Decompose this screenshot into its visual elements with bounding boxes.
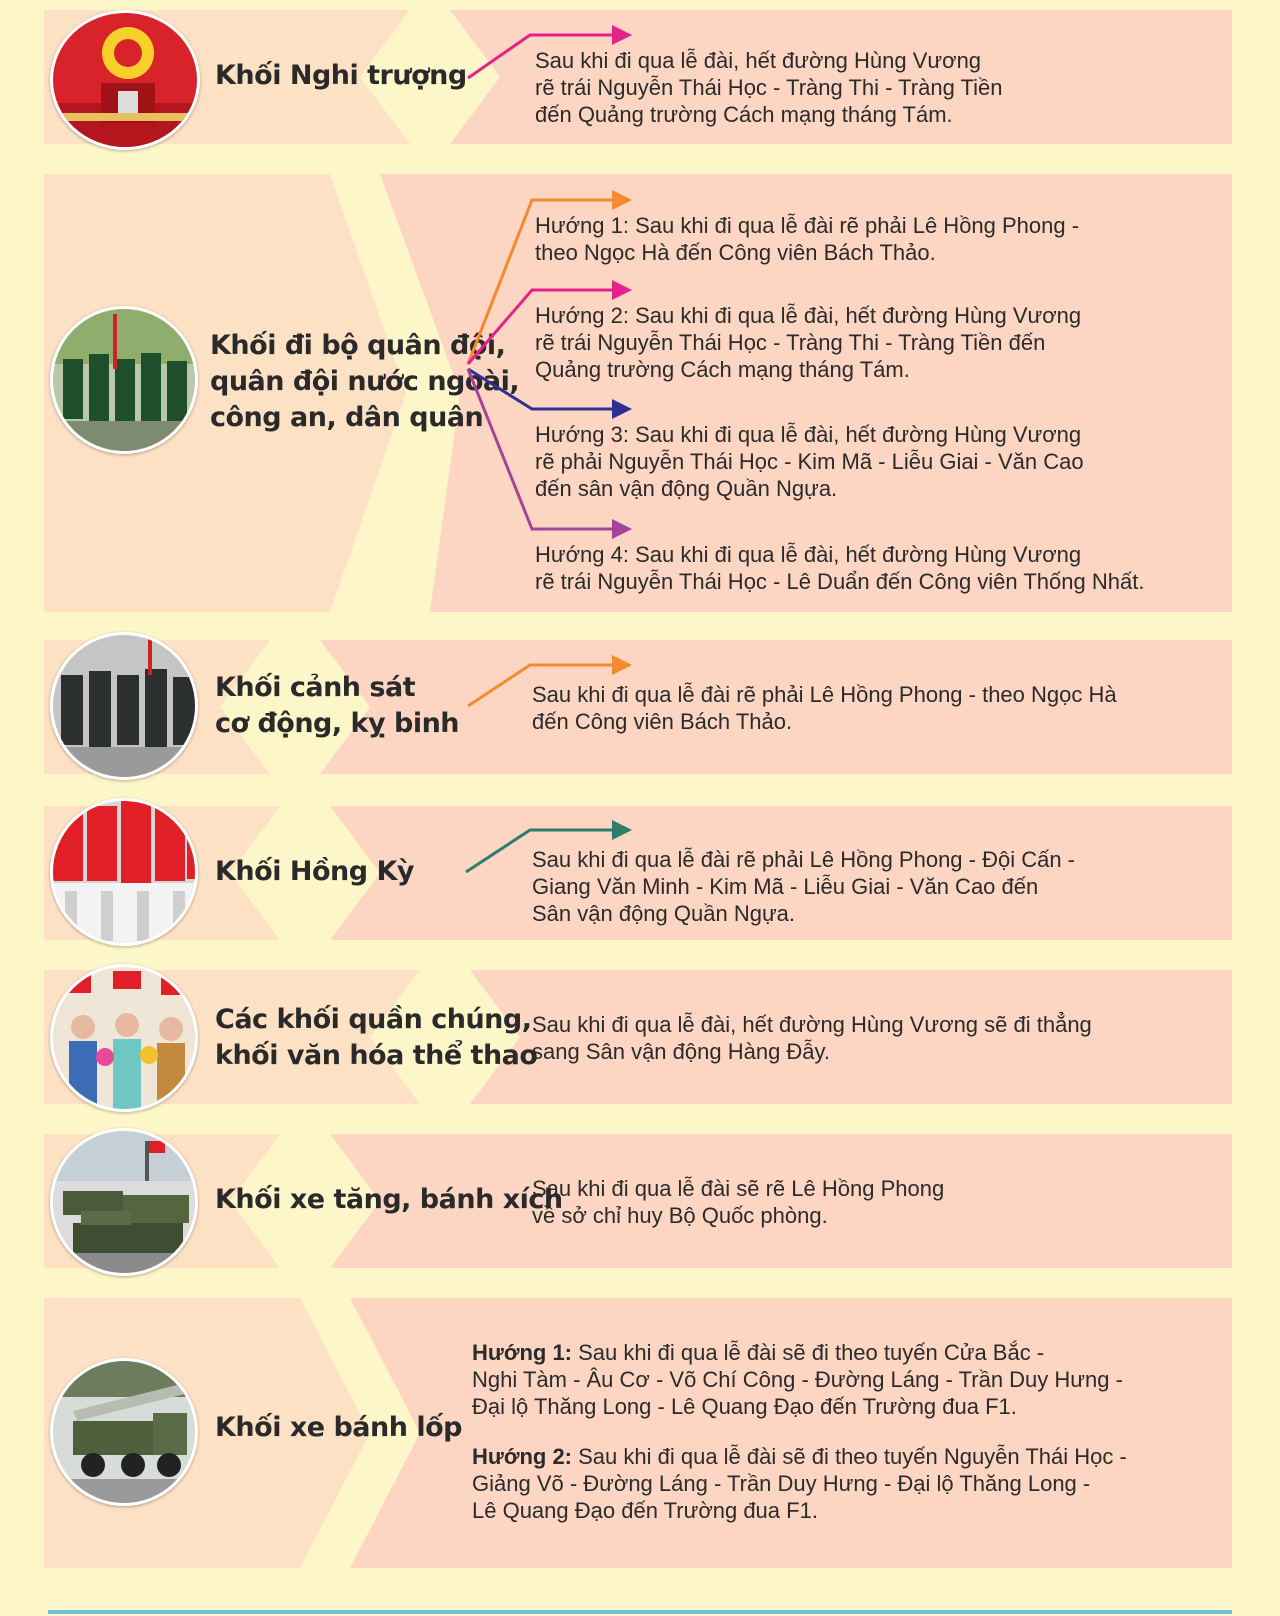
unit-name: Khối đi bộ quân đội, quân đội nước ngoài, công an, dân quân: [210, 330, 520, 433]
route-label: Hướng 1:: [472, 1340, 573, 1365]
row-nghi-truong: [0, 10, 1280, 144]
unit-name: Khối Hồng Kỳ: [215, 856, 414, 887]
row-xe-tang: [0, 1134, 1280, 1268]
row-quan-chung: [0, 970, 1280, 1104]
bottom-divider: [48, 1610, 1232, 1614]
row-canh-sat: [0, 640, 1280, 774]
route-description: Sau khi đi qua lễ đài, hết đường Hùng Vương sẽ đi thẳng sang Sân vận động Hàng Đẫy.: [532, 1012, 1092, 1064]
route-3: Hướng 3: Sau khi đi qua lễ đài, hết đường Hùng Vương rẽ phải Nguyễn Thái Học - Kim Mã - Liễu Giai - Văn Cao đến sân vận động Quần Ngựa.: [535, 422, 1084, 501]
route-description: Sau khi đi qua lễ đài, hết đường Hùng Vương rẽ trái Nguyễn Thái Học - Tràng Thi - Tràng Tiền đến Quảng trường Cách mạng tháng Tám.: [535, 48, 1003, 127]
route-description: Sau khi đi qua lễ đài sẽ rẽ Lê Hồng Phong về sở chỉ huy Bộ Quốc phòng.: [532, 1176, 945, 1228]
row-xe-banh-lop: [0, 1298, 1280, 1568]
unit-name: Khối xe tăng, bánh xích: [215, 1184, 563, 1215]
unit-name: Khối Nghi trượng: [215, 60, 467, 91]
route-1: Hướng 1: Sau khi đi qua lễ đài rẽ phải Lê Hồng Phong - theo Ngọc Hà đến Công viên Bách Thảo.: [535, 213, 1080, 265]
route-2: Hướng 2: Sau khi đi qua lễ đài sẽ đi theo tuyến Nguyễn Thái Học - Giảng Võ - Đường Láng - Trần Duy Hưng - Đại lộ Thăng Long - Lê Quang Đạo đến Trường đua F1.: [472, 1444, 1127, 1523]
missile-truck-photo: [50, 1358, 198, 1506]
row-hong-ky: [0, 806, 1280, 940]
unit-name: Khối cảnh sát cơ động, kỵ binh: [215, 672, 460, 739]
route-description: Sau khi đi qua lễ đài rẽ phải Lê Hồng Phong - Đội Cấn - Giang Văn Minh - Kim Mã - Liễu Giai - Văn Cao đến Sân vận động Quần Ngựa.: [532, 847, 1076, 926]
route-1: Hướng 1: Sau khi đi qua lễ đài sẽ đi theo tuyến Cửa Bắc - Nghi Tàm - Âu Cơ - Võ Chí Công - Đường Láng - Trần Duy Hưng - Đại lộ Thăng Long - Lê Quang Đạo đến Trường đua F1.: [472, 1340, 1123, 1419]
tanks-photo: [50, 1128, 198, 1276]
route-label: Hướng 2:: [472, 1444, 573, 1469]
unit-name: Khối xe bánh lốp: [215, 1412, 462, 1443]
crowd-photo: [50, 964, 198, 1112]
route-2: Hướng 2: Sau khi đi qua lễ đài, hết đường Hùng Vương rẽ trái Nguyễn Thái Học - Tràng Thi - Tràng Tiền đến Quảng trường Cách mạng tháng Tám.: [535, 303, 1082, 382]
route-description: Sau khi đi qua lễ đài rẽ phải Lê Hồng Phong - theo Ngọc Hà đến Công viên Bách Thảo.: [532, 682, 1117, 734]
unit-name: Các khối quần chúng, khối văn hóa thể thao: [215, 1004, 538, 1071]
row-di-bo: [0, 174, 1280, 612]
route-4: Hướng 4: Sau khi đi qua lễ đài, hết đường Hùng Vương rẽ trái Nguyễn Thái Học - Lê Duẩn đến Công viên Thống Nhất.: [535, 542, 1145, 594]
